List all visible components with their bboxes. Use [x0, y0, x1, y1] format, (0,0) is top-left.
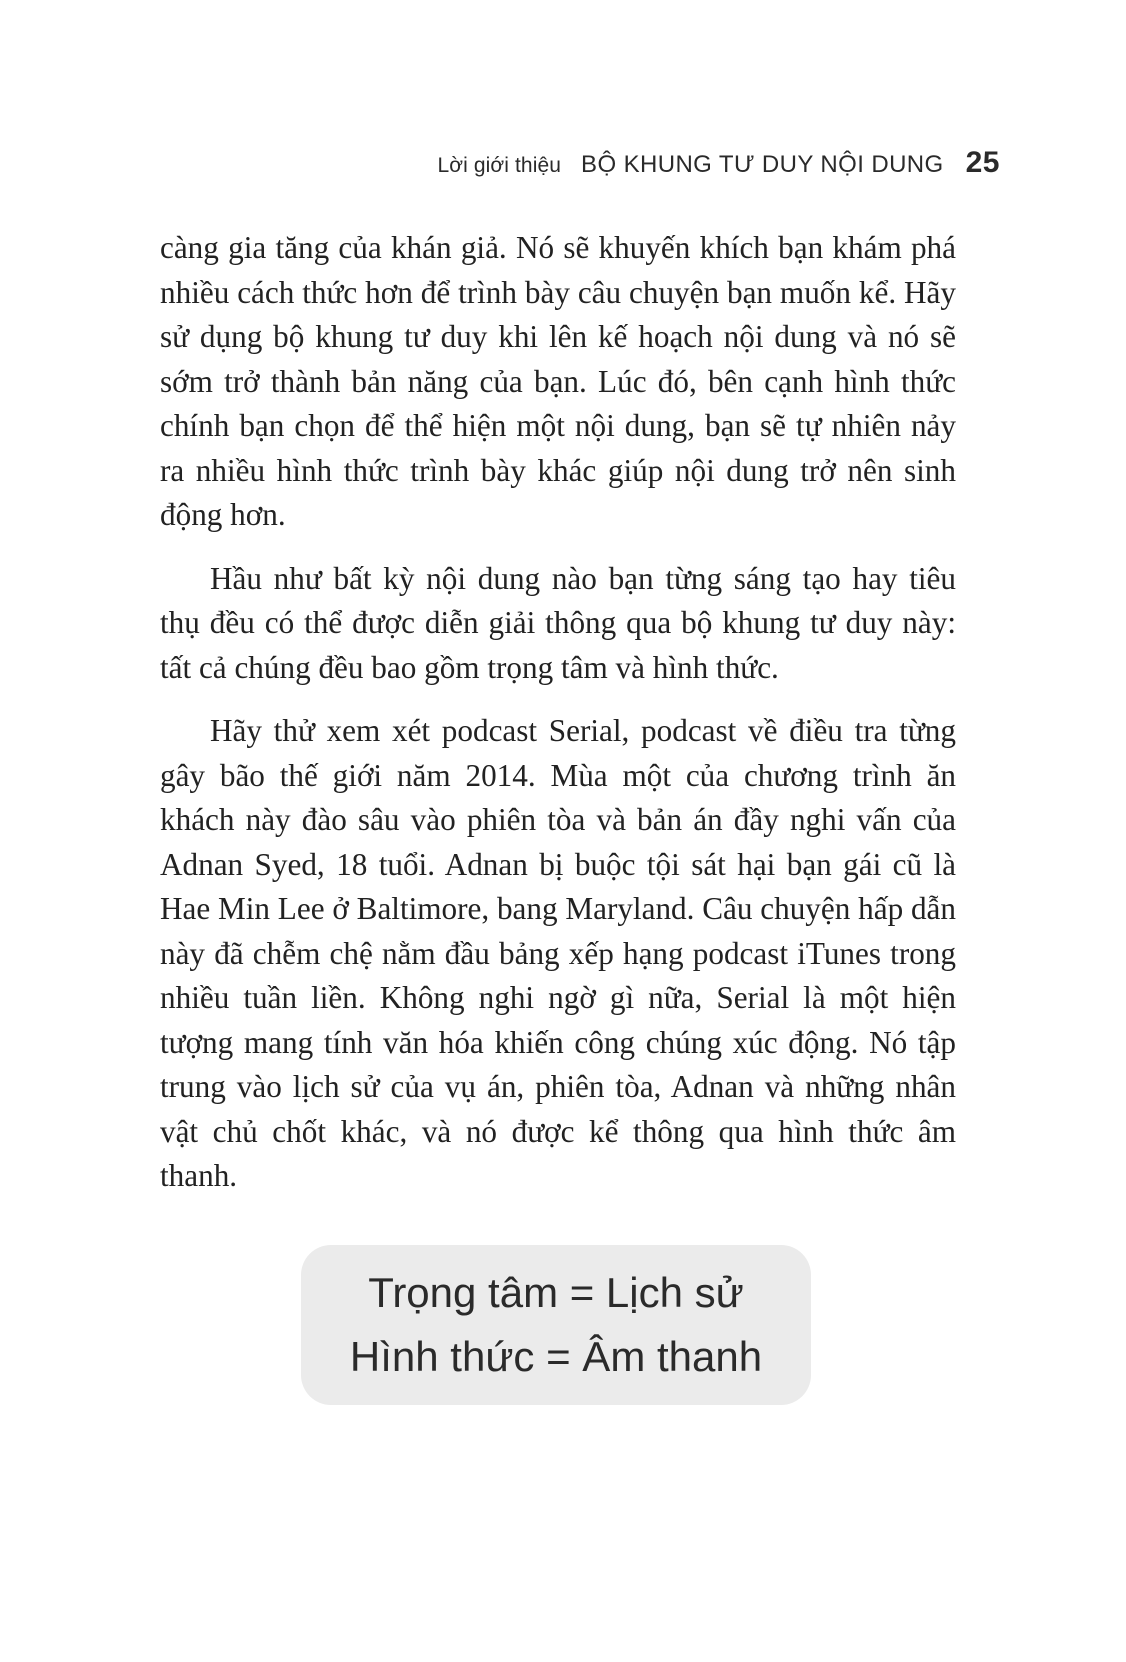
paragraph: Hầu như bất kỳ nội dung nào bạn từng sáng tạo hay tiêu thụ đều có thể được diễn giải thông qua bộ khung tư duy này: tất cả chúng đều bao gồm trọng tâm và hình thức.: [160, 560, 956, 685]
callout-line-form: Hình thức = Âm thanh: [349, 1333, 763, 1380]
body-text: [160, 226, 956, 1199]
paragraph: Hãy thử xem xét podcast Serial, podcast về điều tra từng gây bão thế giới năm 2014. Mùa một của chương trình ăn khách này đào sâu vào phiên tòa và bản án đầy nghi vấn của Adnan Syed, 18 tuổi. Adnan bị buộc tội sát hại bạn gái cũ là Hae Min Lee ở Baltimore, bang Maryland. Câu chuyện hấp dẫn này đã chễm chệ nằm đầu bảng xếp hạng podcast iTunes trong nhiều tuần liền. Không nghi ngờ gì nữa, Serial là một hiện tượng mang tính văn hóa khiến công chúng xúc động. Nó tập trung vào lịch sử của vụ án, phiên tòa, Adnan và những nhân vật chủ chốt khác, và nó được kể thông qua hình thức âm thanh.: [160, 713, 956, 1193]
section-title: Lời giới thiệu: [437, 154, 562, 177]
summary-callout-box: [301, 1245, 811, 1405]
running-header: [438, 146, 1000, 180]
callout-line-focus: Trọng tâm = Lịch sử: [368, 1269, 744, 1316]
paragraph: càng gia tăng của khán giả. Nó sẽ khuyến khích bạn khám phá nhiều cách thức hơn để trình bày câu chuyện bạn muốn kể. Hãy sử dụng bộ khung tư duy khi lên kế hoạch nội dung và nó sẽ sớm trở thành bản năng của bạn. Lúc đó, bên cạnh hình thức chính bạn chọn để thể hiện một nội dung, bạn sẽ tự nhiên nảy ra nhiều hình thức trình bày khác giúp nội dung trở nên sinh động hơn.: [160, 230, 956, 532]
chapter-title: BỘ KHUNG TƯ DUY NỘI DUNG: [581, 151, 944, 178]
page-number: 25: [965, 146, 1000, 179]
